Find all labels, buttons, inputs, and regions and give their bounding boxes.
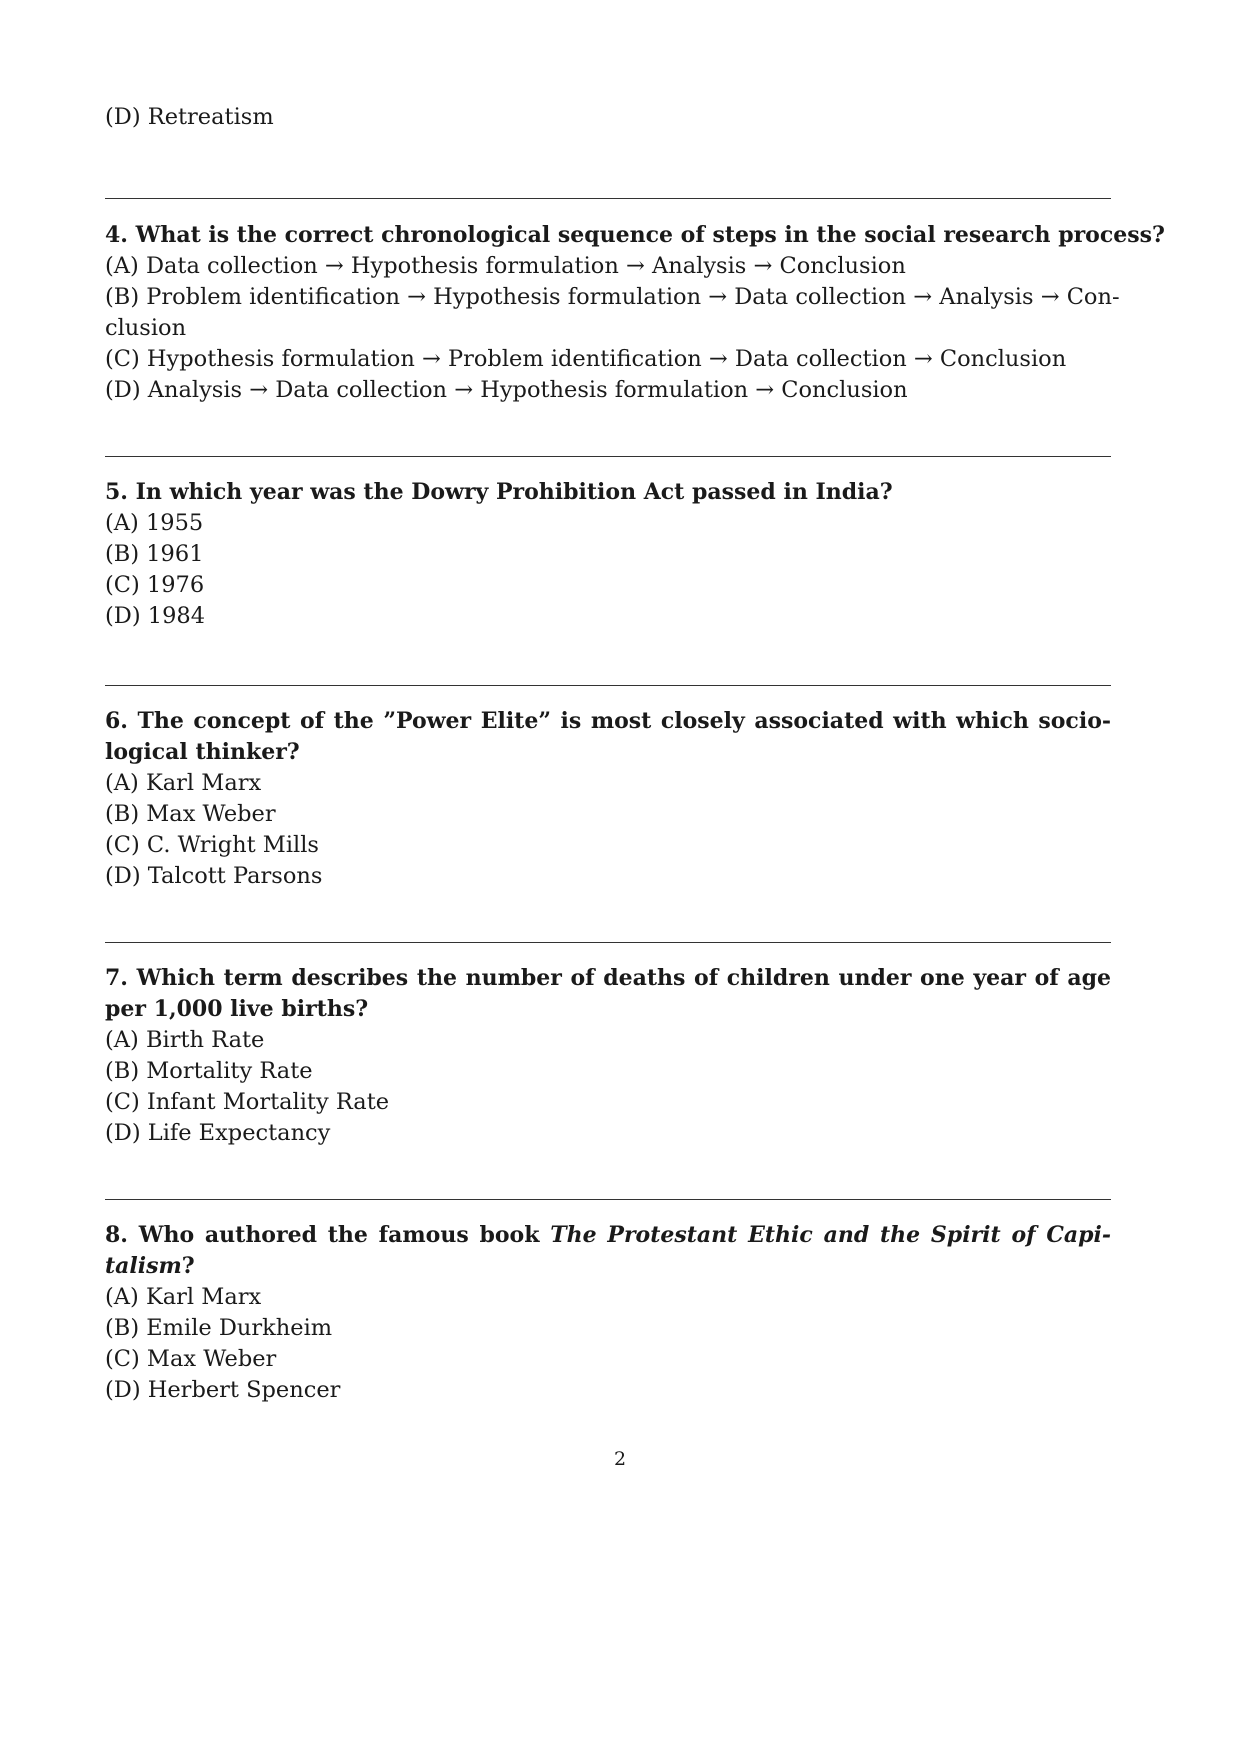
divider (105, 1199, 1111, 1200)
question-line: 6. The concept of the ”Power Elite” is most closely associated with which socio- (105, 708, 1111, 734)
divider (105, 942, 1111, 943)
option-b: (B) 1961 (105, 541, 204, 567)
question-prefix: 8. Who authored the famous book (105, 1222, 551, 1248)
question-6 (105, 706, 1111, 892)
divider (105, 685, 1111, 686)
option-c: (C) 1976 (105, 572, 205, 598)
option-d-retreatism: (D) Retreatism (105, 104, 274, 130)
question-text (105, 706, 1111, 768)
book-title-continued: talism (105, 1253, 182, 1279)
question-5 (105, 477, 1111, 632)
option-b: (B) Problem identification → Hypothesis formulation → Data collection → Analysis → Con- (105, 284, 1120, 310)
question-line (105, 1220, 1111, 1251)
question-suffix: ? (181, 1253, 195, 1279)
option-d: (D) 1984 (105, 603, 206, 629)
question-text (105, 1220, 1111, 1282)
option-b: (B) Mortality Rate (105, 1058, 313, 1084)
question-8 (105, 1220, 1111, 1406)
option-a: (A) Data collection → Hypothesis formulation → Analysis → Conclusion (105, 253, 906, 279)
option-b: (B) Max Weber (105, 801, 276, 827)
option-d: (D) Herbert Spencer (105, 1377, 341, 1403)
option-a: (A) Birth Rate (105, 1027, 265, 1053)
option-c: (C) Infant Mortality Rate (105, 1089, 390, 1115)
question-line: logical thinker? (105, 739, 300, 765)
question-7 (105, 963, 1111, 1149)
divider (105, 456, 1111, 457)
option-a: (A) 1955 (105, 510, 204, 536)
question-line (105, 1251, 1111, 1282)
question-line: per 1,000 live births? (105, 996, 369, 1022)
option-a: (A) Karl Marx (105, 770, 262, 796)
question-line: 4. What is the correct chronological sequence of steps in the social research process? (105, 222, 1165, 248)
question-text (105, 220, 1165, 251)
option-b-continued: clusion (105, 315, 187, 341)
divider (105, 198, 1111, 199)
horizontal-rule (105, 942, 1111, 943)
book-title: The Protestant Ethic and the Spirit of Capi- (550, 1222, 1111, 1248)
question-4 (105, 220, 1165, 406)
horizontal-rule (105, 456, 1111, 457)
option-b: (B) Emile Durkheim (105, 1315, 333, 1341)
horizontal-rule (105, 685, 1111, 686)
option-c: (C) Max Weber (105, 1346, 277, 1372)
option-c: (C) C. Wright Mills (105, 832, 319, 858)
option-d: (D) Life Expectancy (105, 1120, 331, 1146)
question-line: 7. Which term describes the number of deaths of children under one year of age (105, 965, 1111, 991)
question-text (105, 477, 1111, 508)
option-d: (D) Talcott Parsons (105, 863, 323, 889)
horizontal-rule (105, 198, 1111, 199)
horizontal-rule (105, 1199, 1111, 1200)
page-number: 2 (613, 1448, 627, 1470)
option-c: (C) Hypothesis formulation → Problem identification → Data collection → Conclusion (105, 346, 1067, 372)
question-text (105, 963, 1111, 1025)
question-line: 5. In which year was the Dowry Prohibition Act passed in India? (105, 479, 893, 505)
option-a: (A) Karl Marx (105, 1284, 262, 1310)
carryover-option (105, 102, 1111, 133)
option-d: (D) Analysis → Data collection → Hypothesis formulation → Conclusion (105, 377, 908, 403)
